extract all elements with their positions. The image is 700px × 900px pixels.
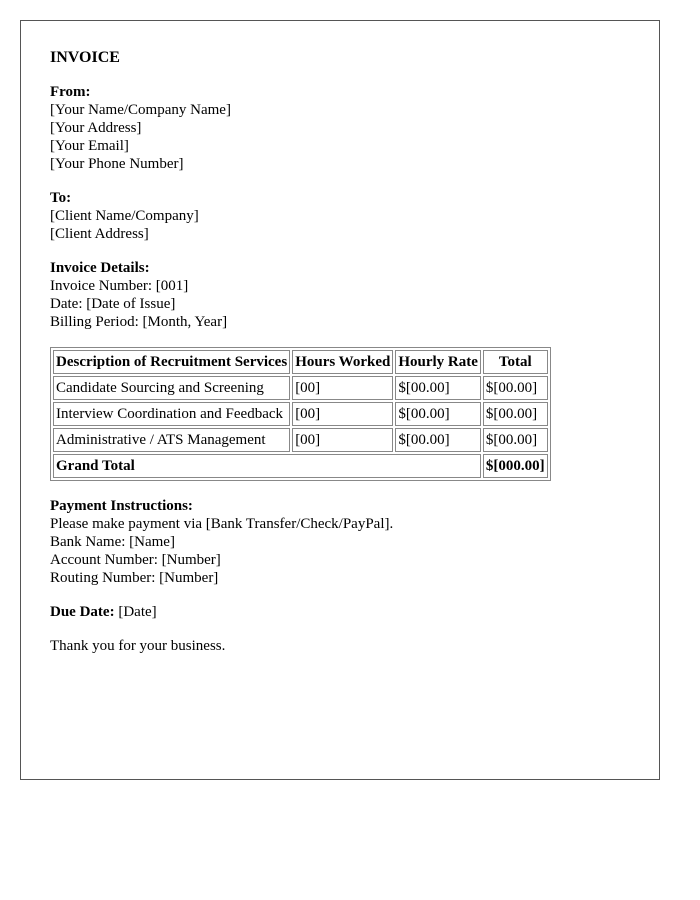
column-header-hours: Hours Worked <box>292 350 393 374</box>
to-line: [Client Name/Company] <box>50 208 199 224</box>
from-section <box>50 83 640 173</box>
column-header-total: Total <box>483 350 548 374</box>
cell-description: Candidate Sourcing and Screening <box>53 376 290 400</box>
cell-rate: $[00.00] <box>395 428 481 452</box>
from-line: [Your Phone Number] <box>50 156 184 172</box>
from-line: [Your Email] <box>50 138 129 154</box>
column-header-rate: Hourly Rate <box>395 350 481 374</box>
grand-total-row <box>53 454 548 478</box>
cell-hours: [00] <box>292 428 393 452</box>
from-label: From: <box>50 84 91 100</box>
payment-label: Payment Instructions: <box>50 498 193 514</box>
cell-hours: [00] <box>292 402 393 426</box>
invoice-content <box>50 49 640 671</box>
cell-rate: $[00.00] <box>395 402 481 426</box>
column-header-description: Description of Recruitment Services <box>53 350 290 374</box>
invoice-details-label: Invoice Details: <box>50 260 150 276</box>
invoice-details-line: Date: [Date of Issue] <box>50 296 176 312</box>
payment-line: Account Number: [Number] <box>50 552 221 568</box>
services-table <box>50 347 551 481</box>
table-row <box>53 402 548 426</box>
table-header-row <box>53 350 548 374</box>
table-row <box>53 376 548 400</box>
cell-total: $[00.00] <box>483 428 548 452</box>
invoice-details-line: Billing Period: [Month, Year] <box>50 314 228 330</box>
invoice-details-line: Invoice Number: [001] <box>50 278 189 294</box>
due-date-section <box>50 603 640 621</box>
payment-section <box>50 497 640 587</box>
due-date-label: Due Date: <box>50 604 115 620</box>
cell-rate: $[00.00] <box>395 376 481 400</box>
invoice-page <box>20 20 660 780</box>
grand-total-label: Grand Total <box>53 454 481 478</box>
cell-total: $[00.00] <box>483 402 548 426</box>
to-line: [Client Address] <box>50 226 149 242</box>
closing-text: Thank you for your business. <box>50 638 226 654</box>
from-line: [Your Address] <box>50 120 142 136</box>
from-line: [Your Name/Company Name] <box>50 102 231 118</box>
cell-description: Administrative / ATS Management <box>53 428 290 452</box>
payment-line: Bank Name: [Name] <box>50 534 175 550</box>
cell-description: Interview Coordination and Feedback <box>53 402 290 426</box>
to-label: To: <box>50 190 72 206</box>
grand-total-value: $[000.00] <box>483 454 548 478</box>
cell-total: $[00.00] <box>483 376 548 400</box>
invoice-details-section <box>50 259 640 331</box>
due-date-value: [Date] <box>114 604 157 620</box>
invoice-title: INVOICE <box>50 49 120 66</box>
table-row <box>53 428 548 452</box>
payment-line: Please make payment via [Bank Transfer/Check/PayPal]. <box>50 516 394 532</box>
cell-hours: [00] <box>292 376 393 400</box>
to-section <box>50 189 640 243</box>
payment-line: Routing Number: [Number] <box>50 570 219 586</box>
